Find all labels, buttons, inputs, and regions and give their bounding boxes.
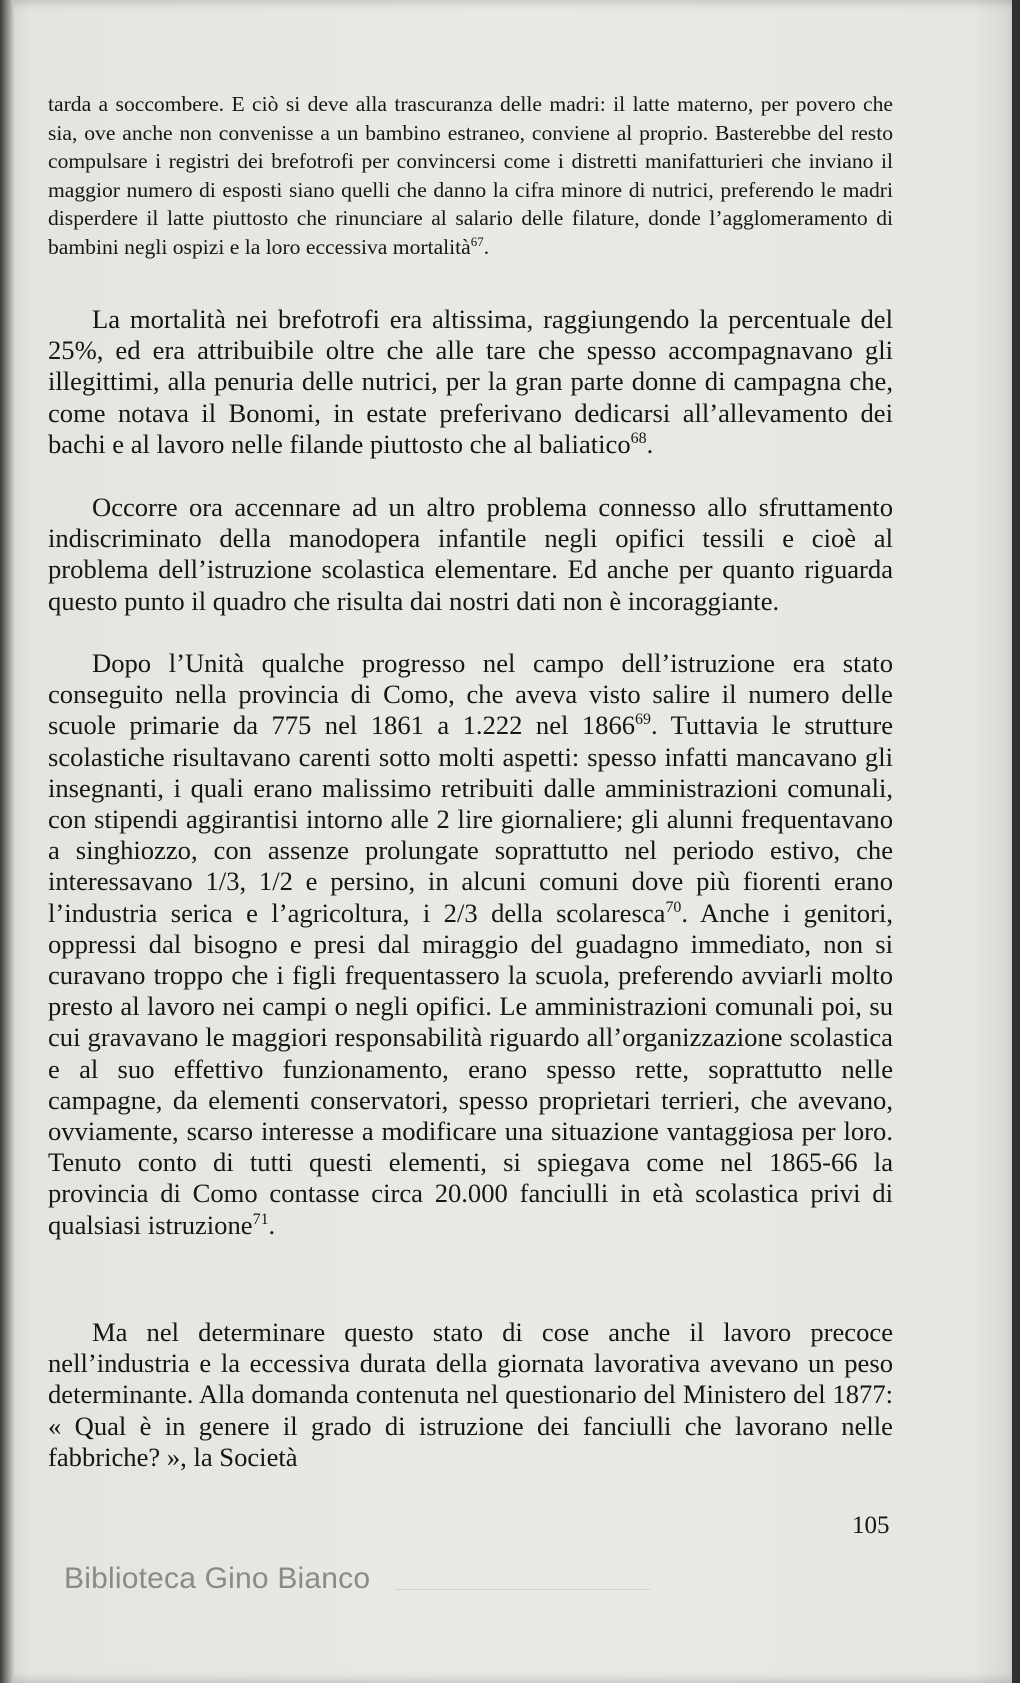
note-ref-71: 71 [252,1210,269,1228]
paragraph-after-unity-text-a: Dopo l’Unità qualche progresso nel campo dell’istruzione era stato conseguito nella provincia di Como, che aveva visto salire il numero delle scuole primarie da 775 nel 1861 a 1.222 nel 1866 [48,648,893,741]
note-ref-69: 69 [635,711,651,729]
paragraph-education-problem: Occorre ora accennare ad un altro problema connesso allo sfruttamento indiscriminato della manodopera infantile negli opifici tessili e cioè al problema dell’istruzione scolastica elementare. Ed anche per quanto riguarda questo punto il quadro che risulta dai nostri dati non è incoraggiante. [48,492,893,616]
paragraph-mortality-text: La mortalità nei brefotrofi era altissima, raggiungendo la percentuale del 25%, ed era attribuibile oltre che alle tare che spesso accompagnavano gli illegittimi, alla penuria delle nutrici, per la gran parte donne di campagna che, come notava il Bonomi, in estate preferivano dedicarsi all’allevamento dei bachi e al lavoro nelle filande piuttosto che al baliatico [48,304,893,459]
paragraph-after-unity: Dopo l’Unità qualche progresso nel campo dell’istruzione era stato conseguito nella provincia di Como, che aveva visto salire il numero delle scuole primarie da 775 nel 1861 a 1.222 nel 1866$^{69}$. Tuttavia le strutture scolastiche risultavano carenti sotto molti aspetti: spesso infatti mancavano gli insegnanti, i quali erano malissimo retribuiti dalle amministrazioni comunali, con stipendi aggirantisi intorno alle 2 lire giornaliere; gli alunni frequentavano a singhiozzo, con assenze prolungate soprattutto nel periodo estivo, che interessavano 1/3, 1/2 e persino, in alcuni comuni dove più fiorenti erano l’industria serica e l’agricoltura, i 2/3 della scolaresca$^{70}$. Anche i genitori, oppressi dal bisogno e presi dal miraggio del guadagno immediato, non si curavano troppo che i figli frequentassero la scuola, preferendo avviarli molto presto al lavoro nei campi o negli opifici. Le amministrazioni comunali poi, su cui gravavano le maggiori responsabilità riguardo all’organizzazione scolastica e al suo effettivo funzionamento, erano spesso rette, soprattutto nelle campagne, da elementi conservatori, spesso proprietari terrieri, che avevano, ovviamente, scarso interesse a modificare una situazione vantaggiosa per loro. Tenuto conto di tutti questi elementi, si spiegava come nel 1865-66 la provincia di Como contasse circa 20.000 fanciulli in età scolastica privi di qualsiasi istruzione$^{71}$. [48,648,894,1240]
page-number: 105 [852,1512,890,1539]
library-watermark: Biblioteca Gino Bianco [64,1562,371,1595]
note-ref-68: 68 [630,429,647,447]
paragraph-after-unity-text-c: . Anche i genitori, oppressi dal bisogno e presi dal miraggio del guadagno immediato, non si curavano troppo che i figli frequentassero la scuola, preferendo avviarli molto presto al lavoro nei campi o negli opifici. Le amministrazioni comunali poi, su cui gravavano le maggiori responsabilità riguardo all’organizzazione scolastica e al suo effettivo funzionamento, erano spesso rette, soprattutto nelle campagne, da elementi conservatori, spesso proprietari terrieri, che avevano, ovviamente, scarso interesse a modificare una situazione vantaggiosa per loro. Tenuto conto di tutti questi elementi, si spiegava come nel 1865-66 la provincia di Como contasse circa 20.000 fanciulli in età scolastica privi di qualsiasi istruzione [48,897,893,1240]
paragraph-after-unity-text-b: . Tuttavia le strutture scolastiche risultavano carenti sotto molti aspetti: spesso infatti mancavano gli insegnanti, i quali erano malissimo retribuiti dalle amministrazioni comunali, con stipendi aggirantisi intorno alle 2 lire giornaliere; gli alunni frequentavano a singhiozzo, con assenze prolungate soprattutto nel periodo estivo, che interessavano 1/3, 1/2 e persino, in alcuni comuni dove più fiorenti erano l’industria serica e l’agricoltura, i 2/3 della scolaresca [48,710,894,928]
note-ref-67: 67 [470,233,484,249]
paragraph-child-labor: Ma nel determinare questo stato di cose anche il lavoro precoce nell’industria e la eccessiva durata della giornata lavorativa avevano un peso determinante. Alla domanda contenuta nel questionario del Ministero del 1877: « Qual è in genere il grado di istruzione dei fanciulli che lavorano nelle fabbriche? », la Società [48,1317,893,1472]
watermark-rule [395,1589,650,1590]
note-ref-70: 70 [665,898,682,916]
paragraph-mortality: La mortalità nei brefotrofi era altissima, raggiungendo la percentuale del 25%, ed era attribuibile oltre che alle tare che spesso accompagnavano gli illegittimi, alla penuria delle nutrici, per la gran parte donne di campagna che, come notava il Bonomi, in estate preferivano dedicarsi all’allevamento dei bachi e al lavoro nelle filande piuttosto che al baliatico$^{68}$. [48,304,893,459]
continuation-text: tarda a soccombere. E ciò si deve alla trascuranza delle madri: il latte materno, per povero che sia, ove anche non convenisse a un bambino estraneo, conviene al proprio. Basterebbe del resto compulsare i registri dei brefotrofi per convincersi come i distretti manifatturieri che inviano il maggior numero di esposti siano quelli che danno la cifra minore di nutrici, preferendo le madri disperdere il latte piuttosto che rinunciare al salario delle filature, donde l’agglomeramento di bambini negli ospizi e la loro eccessiva mortalità [48,92,893,259]
footnote-continuation: tarda a soccombere. E ciò si deve alla trascuranza delle madri: il latte materno, per povero che sia, ove anche non convenisse a un bambino estraneo, conviene al proprio. Basterebbe del resto compulsare i registri dei brefotrofi per convincersi come i distretti manifatturieri che inviano il maggior numero di esposti siano quelli che danno la cifra minore di nutrici, preferendo le madri disperdere il latte piuttosto che rinunciare al salario delle filature, donde l’agglomeramento di bambini negli ospizi e la loro eccessiva mortalità$^{67}$. [48,92,893,259]
